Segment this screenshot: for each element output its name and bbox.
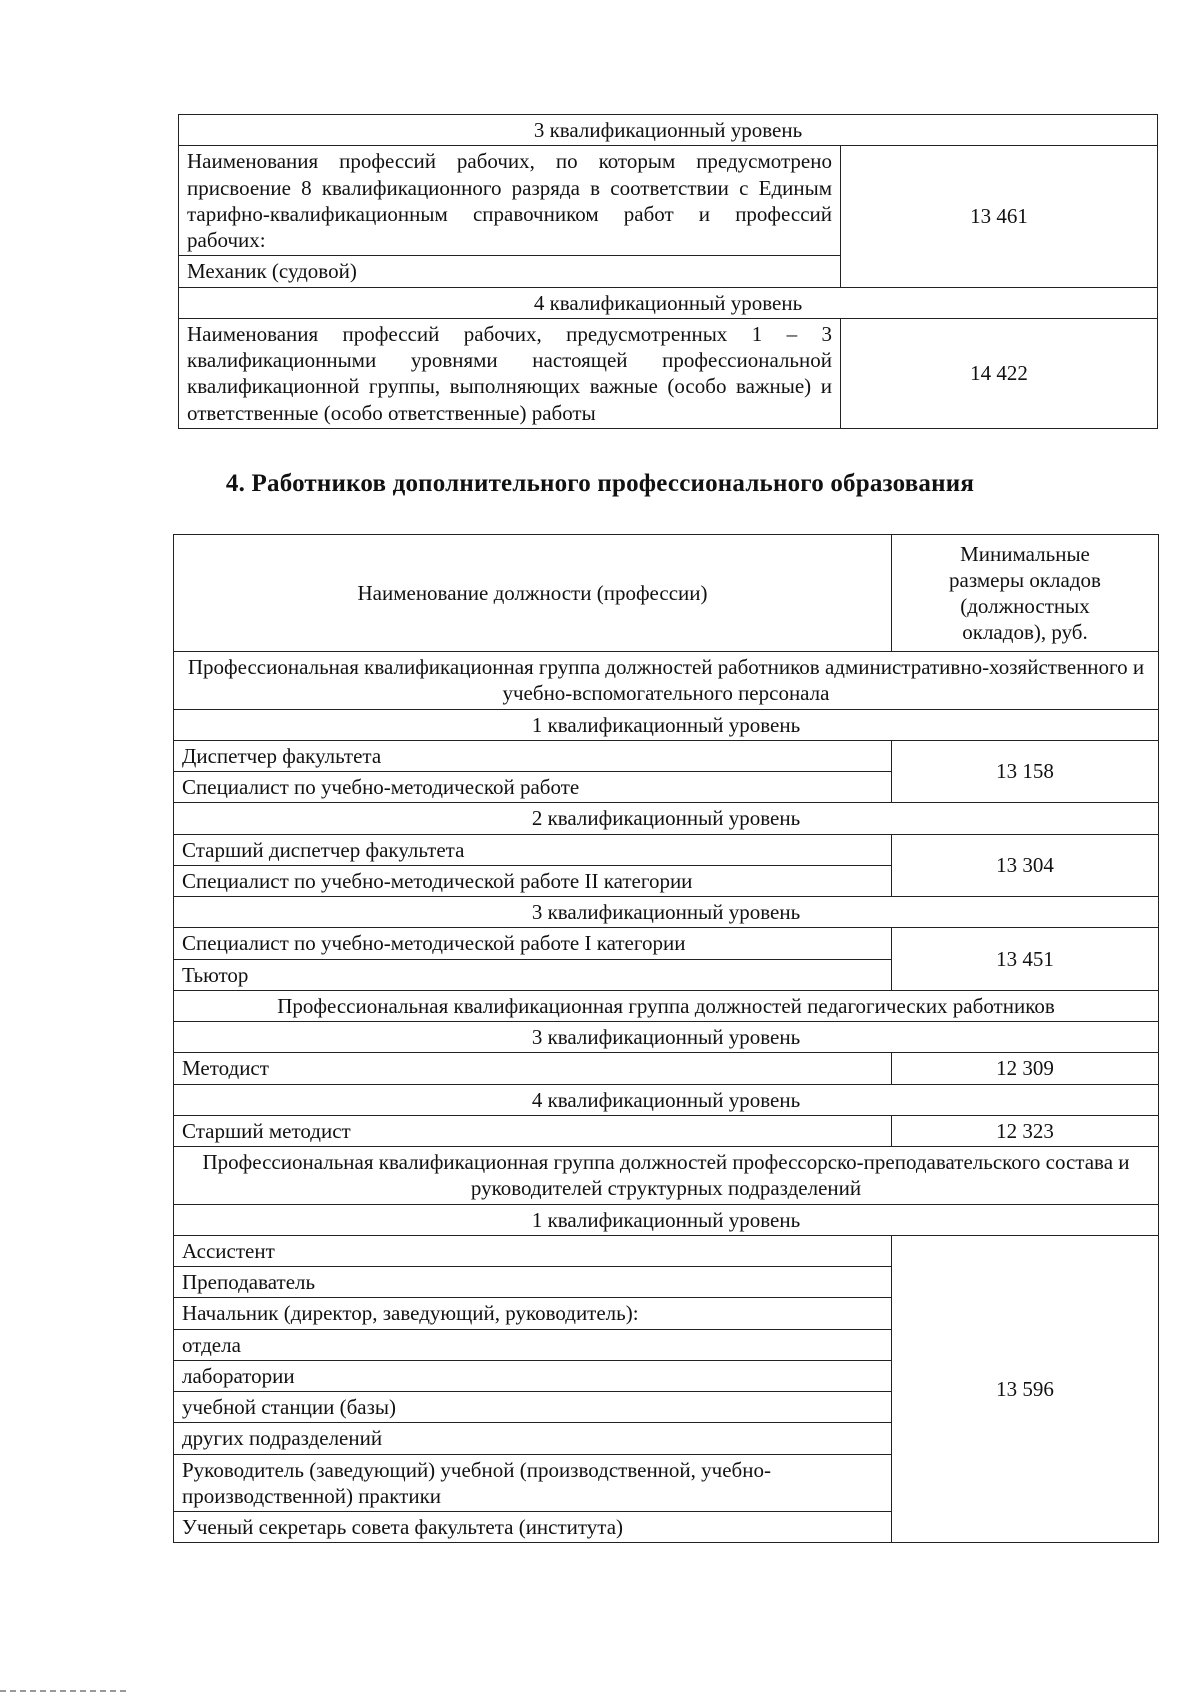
salary-value: 13 158 — [892, 740, 1159, 803]
header-line: размеры окладов — [949, 567, 1101, 592]
profession-description — [179, 146, 841, 256]
position-name: лаборатории — [174, 1360, 892, 1391]
salary-value: 12 309 — [892, 1053, 1159, 1084]
group-title-row — [174, 652, 1159, 710]
column-header-position: Наименование должности (профессии) — [174, 535, 892, 652]
table-row — [174, 1053, 1159, 1084]
position-name: Специалист по учебно-методической работе — [174, 772, 892, 803]
level-header: 3 квалификационный уровень — [174, 1022, 1159, 1053]
position-name: Преподаватель — [174, 1267, 892, 1298]
position-name: Руководитель (заведующий) учебной (производственной, учебно-производственной) практики — [174, 1454, 892, 1512]
level-header-row — [174, 1204, 1159, 1235]
salary-value: 13 461 — [841, 146, 1158, 287]
group-title: Профессиональная квалификационная группа должностей работников административно-хозяйственного и учебно-вспомогательного персонала — [174, 652, 1159, 710]
table-row — [179, 146, 1158, 256]
description-line: Единым тарифно-квалификационным справочником работ и — [187, 175, 833, 226]
group-title-row — [174, 1147, 1159, 1205]
salary-table — [173, 534, 1159, 1543]
level-header-row — [179, 115, 1158, 146]
table-row — [174, 740, 1159, 771]
continued-salary-table — [178, 114, 1158, 429]
header-line: окладов), руб. — [962, 620, 1088, 645]
profession-description — [179, 318, 841, 428]
position-name: Начальник (директор, заведующий, руководитель): — [174, 1298, 892, 1329]
salary-value: 13 451 — [892, 928, 1159, 991]
salary-value: 14 422 — [841, 318, 1158, 428]
level-header: 2 квалификационный уровень — [174, 803, 1159, 834]
table-row — [174, 928, 1159, 959]
level-header: 1 квалификационный уровень — [174, 709, 1159, 740]
table-row — [174, 1115, 1159, 1146]
position-name: Ученый секретарь совета факультета (института) — [174, 1512, 892, 1543]
table-row — [174, 834, 1159, 865]
level-header: 3 квалификационный уровень — [179, 115, 1158, 146]
description-line: профессий рабочих: — [187, 201, 832, 252]
group-title: Профессиональная квалификационная группа должностей профессорско-преподавательского состава и руководителей структурных подразделений — [174, 1147, 1159, 1205]
level-header-row — [174, 803, 1159, 834]
description-line: присвоение 8 квалификационного разряда в соответствии с — [187, 175, 749, 200]
header-row — [174, 535, 1159, 652]
table-row — [174, 1235, 1159, 1266]
description-line: квалификационными уровнями настоящей профессиональной — [187, 348, 832, 372]
position-name: Механик (судовой) — [179, 256, 841, 287]
level-header-row — [174, 1022, 1159, 1053]
level-header-row — [174, 897, 1159, 928]
group-title-row — [174, 990, 1159, 1021]
position-name: Диспетчер факультета — [174, 740, 892, 771]
level-header: 3 квалификационный уровень — [174, 897, 1159, 928]
position-name: учебной станции (базы) — [174, 1392, 892, 1423]
salary-value: 12 323 — [892, 1115, 1159, 1146]
position-name: Тьютор — [174, 959, 892, 990]
description-line: Наименования профессий рабочих, по которым предусмотрено — [187, 149, 832, 174]
level-header-row — [174, 709, 1159, 740]
column-header-salary — [892, 535, 1159, 652]
groups-body — [174, 652, 1159, 1543]
level-header: 4 квалификационный уровень — [174, 1084, 1159, 1115]
position-name: Специалист по учебно-методической работе II категории — [174, 865, 892, 896]
position-name: Старший диспетчер факультета — [174, 834, 892, 865]
table-row — [179, 318, 1158, 428]
section-title: 4. Работников дополнительного профессионального образования — [225, 470, 975, 497]
position-name: других подразделений — [174, 1423, 892, 1454]
salary-value: 13 596 — [892, 1235, 1159, 1543]
position-name: отдела — [174, 1329, 892, 1360]
header-line: (должностных — [960, 594, 1090, 618]
level-header: 1 квалификационный уровень — [174, 1204, 1159, 1235]
description-line: Наименования профессий рабочих, предусмотренных 1 – 3 — [187, 321, 832, 346]
scan-artifact — [0, 1690, 130, 1692]
description-line: и ответственные (особо ответственные) работы — [187, 374, 833, 425]
group-title: Профессиональная квалификационная группа должностей педагогических работников — [174, 990, 1159, 1021]
salary-value: 13 304 — [892, 834, 1159, 897]
description-line: квалификационной группы, выполняющих важные (особо важные) — [187, 374, 812, 399]
level-header: 4 квалификационный уровень — [179, 287, 1158, 318]
position-name: Специалист по учебно-методической работе I категории — [174, 928, 892, 959]
level-header-row — [174, 1084, 1159, 1115]
position-name: Ассистент — [174, 1235, 892, 1266]
header-line: Минимальные — [960, 541, 1090, 566]
position-name: Методист — [174, 1053, 892, 1084]
position-name: Старший методист — [174, 1115, 892, 1146]
level-header-row — [179, 287, 1158, 318]
